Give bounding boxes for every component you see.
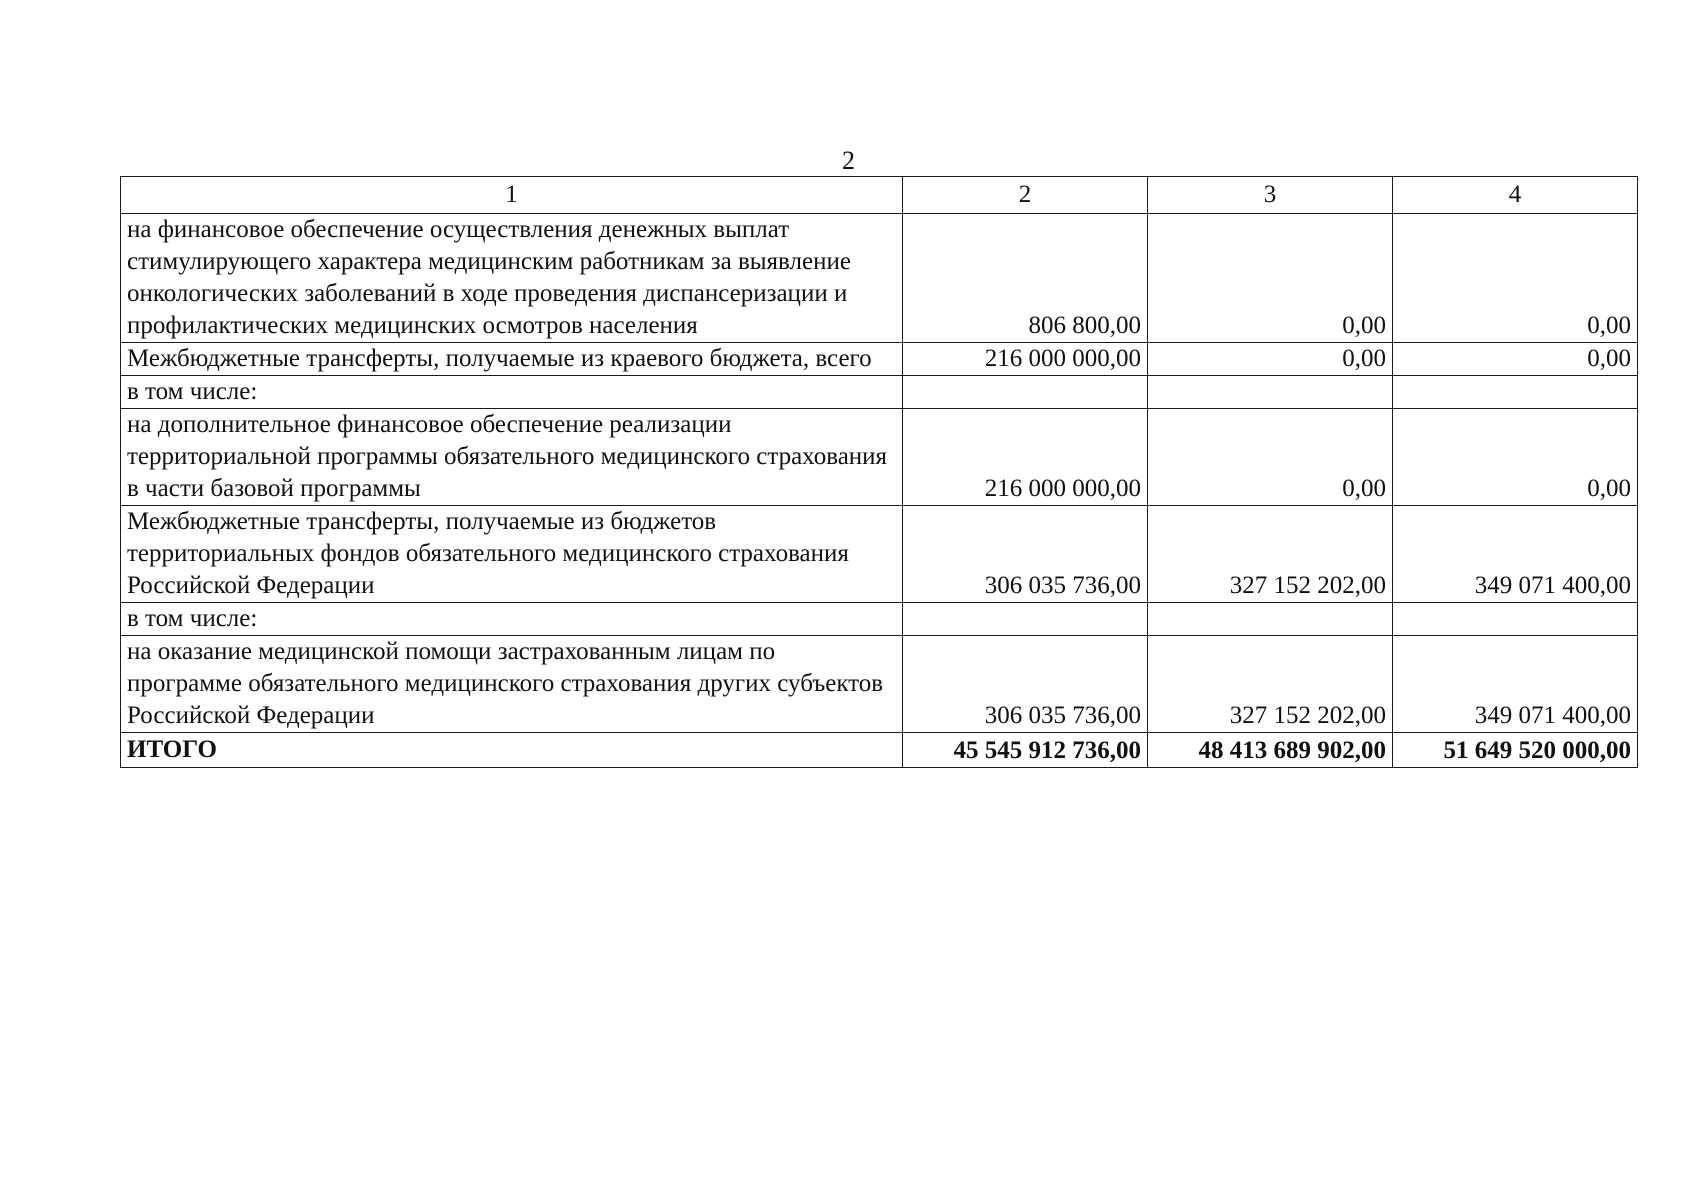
row-value-col3: 0,00 (1148, 214, 1393, 343)
total-label: ИТОГО (121, 733, 903, 768)
table-row (121, 636, 1638, 733)
row-value-col3 (1148, 603, 1393, 636)
row-value-col3: 0,00 (1148, 409, 1393, 506)
table-row (121, 214, 1638, 343)
total-value-col4: 51 649 520 000,00 (1393, 733, 1638, 768)
row-value-col2: 306 035 736,00 (903, 636, 1148, 733)
total-value-col3: 48 413 689 902,00 (1148, 733, 1393, 768)
row-label: в том числе: (121, 376, 903, 409)
row-value-col4: 349 071 400,00 (1393, 636, 1638, 733)
row-value-col4: 0,00 (1393, 409, 1638, 506)
row-value-col4 (1393, 376, 1638, 409)
row-value-col2 (903, 376, 1148, 409)
column-header-1: 1 (121, 177, 903, 214)
row-value-col3: 0,00 (1148, 343, 1393, 376)
row-value-col4: 0,00 (1393, 214, 1638, 343)
column-header-2: 2 (903, 177, 1148, 214)
row-value-col3: 327 152 202,00 (1148, 506, 1393, 603)
table-row (121, 506, 1638, 603)
table-row (121, 603, 1638, 636)
row-label: Межбюджетные трансферты, получаемые из краевого бюджета, всего (121, 343, 903, 376)
row-value-col2 (903, 603, 1148, 636)
row-value-col3: 327 152 202,00 (1148, 636, 1393, 733)
row-label: на финансовое обеспечение осуществления денежных выплат стимулирующего характера медицинским работникам за выявление онкологических заболеваний в ходе проведения диспансеризации и профилактических медицинских осмотров населения (121, 214, 903, 343)
table-row (121, 343, 1638, 376)
page-number: 2 (842, 146, 855, 175)
row-value-col2: 806 800,00 (903, 214, 1148, 343)
row-value-col3 (1148, 376, 1393, 409)
row-label: в том числе: (121, 603, 903, 636)
column-header-4: 4 (1393, 177, 1638, 214)
row-value-col4: 0,00 (1393, 343, 1638, 376)
total-value-col2: 45 545 912 736,00 (903, 733, 1148, 768)
header-row (121, 177, 1638, 214)
table-row (121, 376, 1638, 409)
column-header-3: 3 (1148, 177, 1393, 214)
total-row (121, 733, 1638, 768)
row-value-col2: 216 000 000,00 (903, 409, 1148, 506)
row-label: на дополнительное финансовое обеспечение реализации территориальной программы обязательного медицинского страхования в части базовой программы (121, 409, 903, 506)
row-value-col4: 349 071 400,00 (1393, 506, 1638, 603)
table-header (121, 177, 1638, 214)
budget-table (120, 176, 1638, 768)
table-row (121, 409, 1638, 506)
row-value-col2: 306 035 736,00 (903, 506, 1148, 603)
row-label: на оказание медицинской помощи застрахованным лицам по программе обязательного медицинского страхования других субъектов Российской Федерации (121, 636, 903, 733)
row-value-col2: 216 000 000,00 (903, 343, 1148, 376)
row-value-col4 (1393, 603, 1638, 636)
table-body (121, 214, 1638, 768)
row-label: Межбюджетные трансферты, получаемые из бюджетов территориальных фондов обязательного медицинского страхования Российской Федерации (121, 506, 903, 603)
